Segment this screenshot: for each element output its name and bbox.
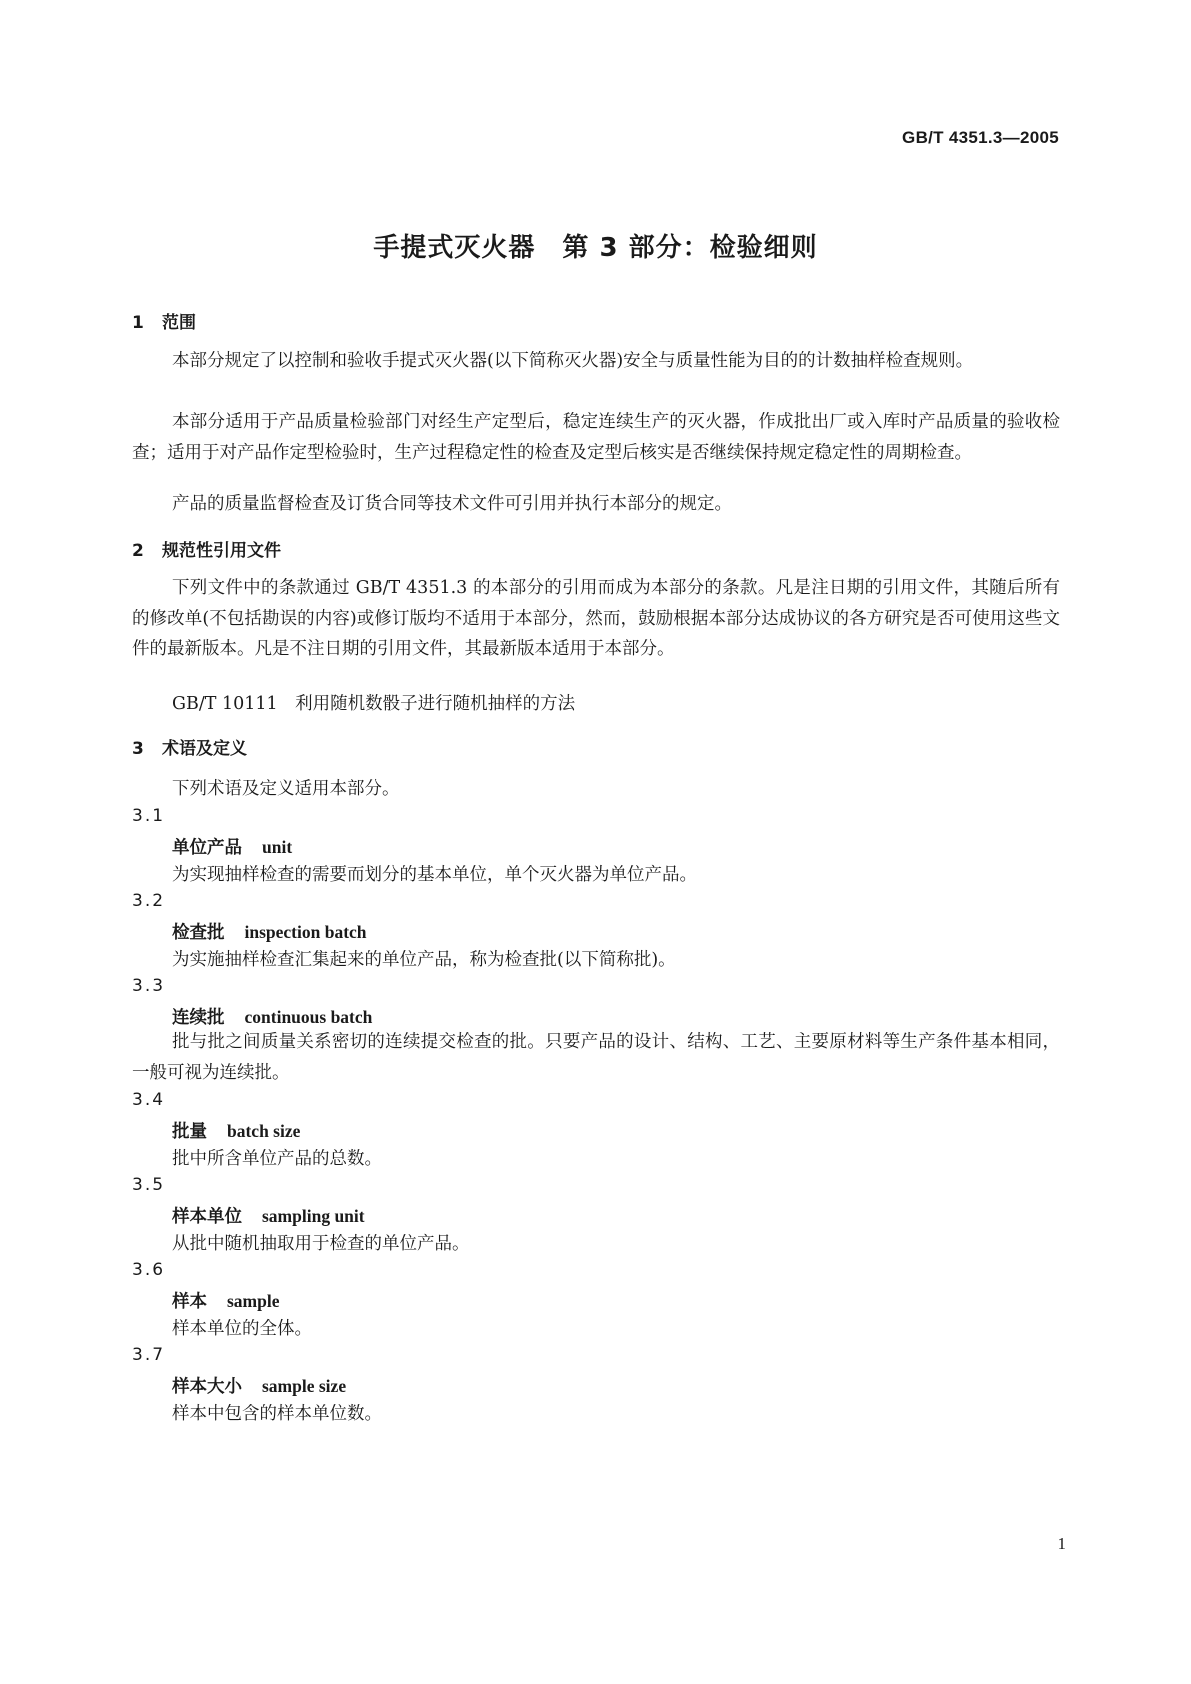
term-name-en: unit bbox=[262, 837, 293, 857]
term-name bbox=[172, 919, 367, 944]
section-number: 2 bbox=[132, 541, 144, 561]
term-name-cn: 检查批 bbox=[172, 923, 225, 943]
term-name-en: sample bbox=[227, 1291, 280, 1311]
section-heading-terms-definitions bbox=[132, 734, 247, 759]
section-heading-normative-references bbox=[132, 536, 281, 561]
term-definition: 批中所含单位产品的总数。 bbox=[172, 1149, 382, 1169]
terms-intro: 下列术语及定义适用本部分。 bbox=[172, 779, 400, 799]
section-title: 规范性引用文件 bbox=[162, 541, 281, 561]
document-title: 手提式灭火器 第 3 部分：检验细则 bbox=[373, 233, 818, 263]
term-name-cn: 样本 bbox=[172, 1292, 207, 1312]
term-number: 3.7 bbox=[132, 1345, 166, 1365]
term-name-en: inspection batch bbox=[244, 922, 367, 942]
term-name-en: batch size bbox=[227, 1121, 301, 1141]
term-name bbox=[172, 1288, 280, 1313]
section-title: 范围 bbox=[162, 313, 196, 333]
term-name-cn: 批量 bbox=[172, 1122, 207, 1142]
reference-item: GB/T 10111 利用随机数骰子进行随机抽样的方法 bbox=[172, 694, 576, 714]
term-definition: 批与批之间质量关系密切的连续提交检查的批。只要产品的设计、结构、工艺、主要原材料等生产条件基本相同，一般可视为连续批。 bbox=[132, 1032, 1060, 1083]
term-number: 3.6 bbox=[132, 1260, 166, 1280]
section-number: 3 bbox=[132, 739, 144, 759]
term-name bbox=[172, 1203, 365, 1228]
term-name bbox=[172, 1118, 300, 1143]
term-number: 3.4 bbox=[132, 1090, 166, 1110]
term-name-cn: 单位产品 bbox=[172, 838, 242, 858]
term-name-en: sampling unit bbox=[262, 1206, 365, 1226]
term-name-cn: 样本单位 bbox=[172, 1207, 242, 1227]
term-definition: 从批中随机抽取用于检查的单位产品。 bbox=[172, 1234, 470, 1254]
term-name bbox=[172, 834, 292, 859]
term-name-en: continuous batch bbox=[244, 1007, 373, 1027]
term-number: 3.3 bbox=[132, 976, 166, 996]
standard-number: GB/T 4351.3—2005 bbox=[902, 128, 1059, 147]
term-definition: 为实现抽样检查的需要而划分的基本单位，单个灭火器为单位产品。 bbox=[172, 865, 697, 885]
term-number: 3.2 bbox=[132, 891, 166, 911]
section-heading-scope bbox=[132, 308, 196, 333]
page-number: 1 bbox=[1057, 1534, 1066, 1553]
term-name bbox=[172, 1373, 346, 1398]
paragraph: 产品的质量监督检查及订货合同等技术文件可引用并执行本部分的规定。 bbox=[172, 494, 732, 514]
paragraph: 下列文件中的条款通过 GB/T 4351.3 的本部分的引用而成为本部分的条款。凡是注日期的引用文件，其随后所有的修改单(不包括勘误的内容)或修订版均不适用于本部分，然而，鼓励根据本部分达成协议的各方研究是否可使用这些文件的最新版本。凡是不注日期的引用文件，其最新版本适用于本部分。 bbox=[132, 578, 1060, 659]
term-definition: 样本单位的全体。 bbox=[172, 1319, 312, 1339]
section-title: 术语及定义 bbox=[162, 739, 247, 759]
term-name-cn: 样本大小 bbox=[172, 1377, 242, 1397]
paragraph: 本部分适用于产品质量检验部门对经生产定型后，稳定连续生产的灭火器，作成批出厂或入库时产品质量的验收检查；适用于对产品作定型检验时，生产过程稳定性的检查及定型后核实是否继续保持规定稳定性的周期检查。 bbox=[132, 412, 1060, 463]
term-name bbox=[172, 1004, 372, 1029]
term-name-en: sample size bbox=[262, 1376, 347, 1396]
term-name-cn: 连续批 bbox=[172, 1008, 225, 1028]
section-number: 1 bbox=[132, 313, 144, 333]
paragraph: 本部分规定了以控制和验收手提式灭火器(以下简称灭火器)安全与质量性能为目的的计数抽样检查规则。 bbox=[172, 351, 974, 371]
term-number: 3.5 bbox=[132, 1175, 166, 1195]
term-definition: 为实施抽样检查汇集起来的单位产品，称为检查批(以下简称批)。 bbox=[172, 950, 676, 970]
term-number: 3.1 bbox=[132, 806, 166, 826]
term-definition: 样本中包含的样本单位数。 bbox=[172, 1404, 382, 1424]
